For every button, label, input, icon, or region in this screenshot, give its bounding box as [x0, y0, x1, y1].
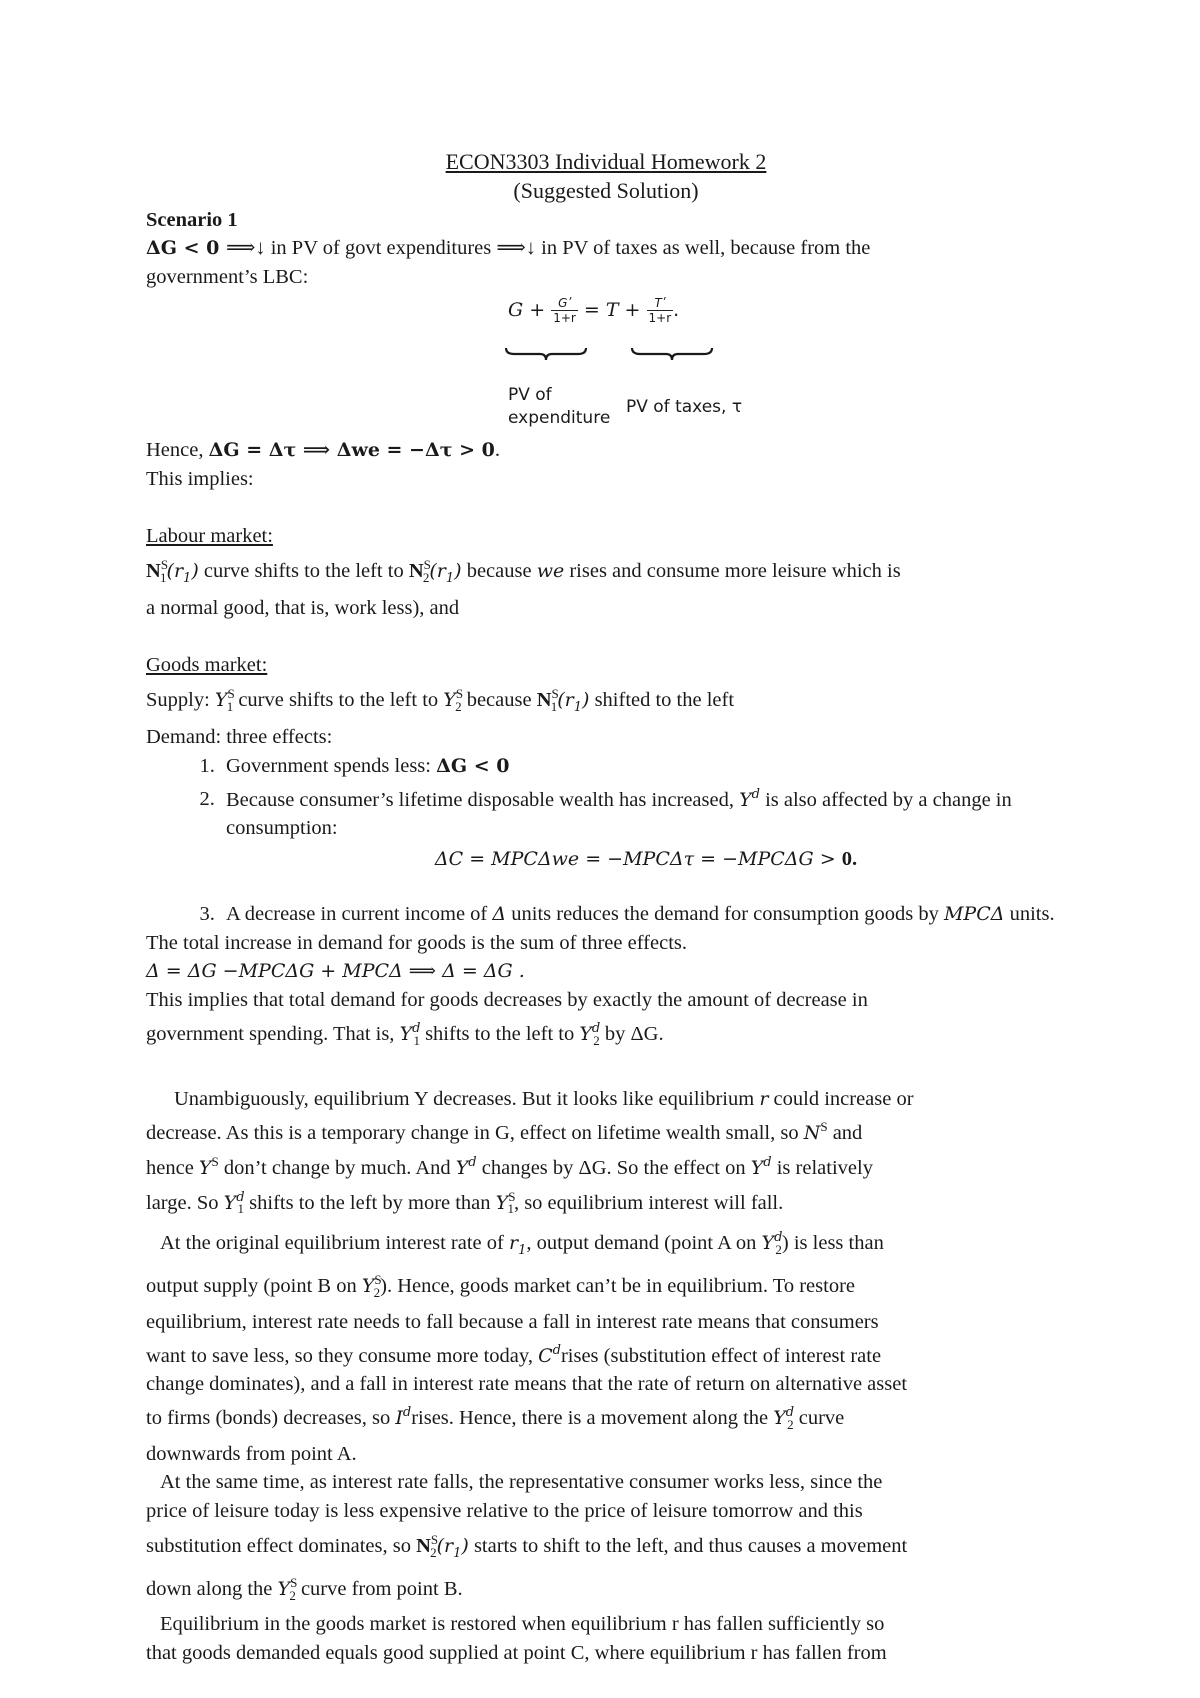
- document-body: [146, 148, 1066, 1668]
- scenario-heading: Scenario 1: [146, 208, 238, 231]
- para3-line-1: At the same time, as interest rate falls, the representative consumer works less, since the: [160, 1471, 883, 1494]
- fraction-g: $\frac{\text{Gʹ}}{1+r}$: [553, 295, 576, 325]
- para3-line-4: down along the $Y^S_2$ curve from point B.: [146, 1574, 463, 1603]
- fraction-t: $\frac{\text{Tʹ}}{1+r}$: [648, 295, 672, 325]
- lbc-equation: [146, 294, 1066, 436]
- labour-line-2: a normal good, that is, work less), and: [146, 596, 460, 619]
- label-pv-expenditure: PV of expenditure: [508, 384, 611, 428]
- brace-expenditure: [504, 346, 588, 362]
- supply-line: Supply: $Y^S_1$ curve shifts to the left to $Y^S_2$ because $N^S_1(r_1)$ shifted to the left: [146, 686, 735, 716]
- para2-line-2: output supply (point B on $Y^S_2$). Hence, goods market can’t be in equilibrium. To restore: [146, 1272, 855, 1300]
- para2-line-5: change dominates), and a fall in interest rate means that the rate of return on alternative asset: [146, 1373, 908, 1396]
- goods-market-heading: Goods market:: [146, 654, 268, 677]
- para2-line-6: to firms (bonds) decreases, so $I^drises$. Hence, there is a movement along the $Y^d_2$ curve: [146, 1404, 845, 1432]
- sum-equation: Δ = ΔG −MPCΔG + MPCΔ ⟹ Δ = ΔG .: [146, 960, 525, 983]
- para1-line-2: decrease. As this is a temporary change in G, effect on lifetime wealth small, so $N^S$ and: [146, 1119, 863, 1145]
- hence-line: Hence, ΔG = Δτ ⟹ Δwe = −Δτ > 0.: [146, 438, 500, 461]
- brace-taxes: [630, 346, 714, 362]
- para1-line-4: large. So $Y^d_1$ shifts to the left by more than $Y^S_1$, so equilibrium interest will fall.: [146, 1188, 784, 1217]
- para3-line-3: substitution effect dominates, so $N^S_2(r_1)$ starts to shift to the left, and thus causes a movement: [146, 1532, 908, 1561]
- label-pv-taxes: PV of taxes, τ: [626, 396, 743, 417]
- effect-1: 1. Government spends less: ΔG < 0: [220, 752, 1066, 781]
- para1-line-1: Unambiguously, equilibrium Y decreases. But it looks like equilibrium r could increase or: [174, 1087, 914, 1110]
- document-subtitle: (Suggested Solution): [513, 177, 699, 203]
- implies-line: This implies:: [146, 467, 254, 490]
- implies-line-2: government spending. That is, $Y^d_1$ shifts to the left to $Y^d_2$ by ΔG.: [146, 1021, 664, 1048]
- demand-line: Demand: three effects:: [146, 726, 333, 748]
- effect-2-equation: ΔC = MPCΔwe = −MPCΔτ = −MPCΔG > 0.: [434, 848, 858, 871]
- lbc-formula: G + $\frac{\text{Gʹ}}{1+r}$ = T + $\frac{\text{Tʹ}}{1+r}$ .: [508, 295, 680, 325]
- para3-line-2: price of leisure today is less expensive relative to the price of leisure tomorrow and this: [146, 1500, 863, 1523]
- implies-line-1: This implies that total demand for goods decreases by exactly the amount of decrease in: [146, 989, 868, 1012]
- effect-3: 3. A decrease in current income of Δ units reduces the demand for consumption goods by MPCΔ units.: [220, 900, 1066, 929]
- document-title: ECON3303 Individual Homework 2: [445, 149, 767, 174]
- labour-line-1: $N^S_1(r_1)$ curve shifts to the left to $N^S_2(r_1)$ because we rises and consume more leisure which is: [146, 557, 901, 587]
- labour-market-heading: Labour market:: [146, 525, 273, 548]
- para4-line-1: Equilibrium in the goods market is restored when equilibrium r has fallen sufficiently so: [160, 1613, 885, 1636]
- effect-2: 2. Because consumer’s lifetime disposable wealth has increased, $Y^d$ is also affected by a change in consumption: ΔC = MPCΔwe = −MPCΔτ = −MPCΔG > 0.: [220, 781, 1066, 874]
- para1-line-3: hence $Y^S$ don’t change by much. And $Y^d$ changes by ΔG. So the effect on $Y^d$ is relatively: [146, 1153, 873, 1179]
- para2-line-1: At the original equilibrium interest rate of $r_1$, output demand (point A on $Y^d_2$) is less than: [160, 1230, 884, 1259]
- para2-line-4: want to save less, so they consume more today, $C^drises$ (substitution effect of interest rate: [146, 1342, 882, 1367]
- total-line: The total increase in demand for goods is the sum of three effects.: [146, 931, 687, 954]
- para2-line-3: equilibrium, interest rate needs to fall because a fall in interest rate means that consumers: [146, 1310, 879, 1333]
- intro-line-2: government’s LBC:: [146, 266, 309, 289]
- intro-line-1: ΔG < 0 ⟹↓ in PV of govt expenditures ⟹↓ in PV of taxes as well, because from the: [146, 237, 871, 260]
- para2-line-7: downwards from point A.: [146, 1442, 357, 1465]
- demand-effects-list: [146, 752, 1066, 929]
- para4-line-2: that goods demanded equals good supplied at point C, where equilibrium r has fallen from: [146, 1642, 887, 1665]
